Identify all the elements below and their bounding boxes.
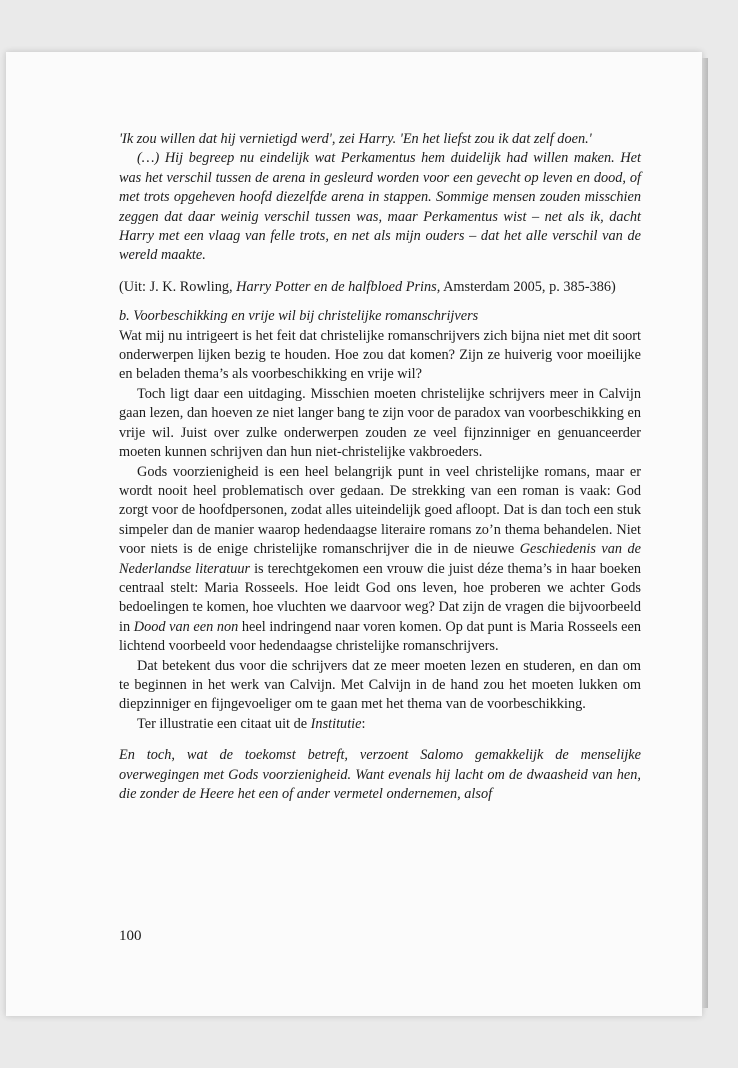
p5-institutie-title: Institutie [310, 715, 362, 732]
paragraph-1: Wat mij nu intrigeert is het feit dat christelijke romanschrijvers zich bijna niet met dit soort onderwerpen lijken bezig te houden. Hoe zou dat komen? Zijn ze huiverig voor moeilijke en beladen thema’s als voorbeschikking en vrije wil? [119, 327, 641, 383]
paragraph-5 [119, 715, 641, 734]
p3-text-a: Gods voorzienigheid is een heel belangrijk punt in veel christelijke romans, maar er wordt nooit heel problematisch over gedaan. De strekking van een roman is vaak: God zorgt voor de hoofdpersonen, zodat alles uiteindelijk goed afloopt. Dat is dan toch een stuk simpeler dan de manier waarop hedendaagse literaire romans zo’n thema behandelen. Niet voor niets is de enige christelijke romanschrijver die in de nieuwe [119, 463, 641, 558]
citation-prefix: (Uit: J. K. Rowling, [119, 278, 237, 295]
p5-text-c: : [361, 715, 366, 732]
quote-line-1: 'Ik zou willen dat hij vernietigd werd', zei Harry. 'En het liefst zou ik dat zelf doen.' [119, 131, 592, 147]
paragraph-3 [119, 463, 641, 657]
page-edge [702, 58, 708, 1008]
quote-paragraph-2: (…) Hij begreep nu eindelijk wat Perkamentus hem duidelijk had willen maken. Het was het verschil tussen de arena in gesleurd worden voor een gevecht op leven en dood, of met trots opgeheven hoofd diezelfde arena in stappen. Sommige mensen zouden misschien zeggen dat daar weinig verschil tussen was, maar Perkamentus wist – net als ik, dacht Harry met een vlaag van felle trots, en net als mijn ouders – dat het alle verschil van de wereld maakte. [119, 150, 641, 264]
citation-suffix: Amsterdam 2005, p. 385-386) [440, 278, 616, 295]
institutie-quote-text: En toch, wat de toekomst betreft, verzoent Salomo gemakkelijk de menselijke overwegingen met Gods voorzienigheid. Want evenals hij lacht om de dwaasheid van hen, die zonder de Heere het een of ander vermetel ondernemen, alsof [119, 747, 641, 802]
rowling-quote [119, 130, 641, 266]
p3-novel-title: Dood van een non [133, 618, 239, 635]
paragraph-2: Toch ligt daar een uitdaging. Misschien moeten christelijke schrijvers meer in Calvijn gaan lezen, dan hoeven ze niet langer bang te zijn voor de paradox van voorbeschikking en vrije wil. Juist over zulke onderwerpen zouden ze veel fijnzinniger en genuanceerder moeten kunnen schrijven dan hun niet-christelijke vakbroeders. [119, 385, 641, 461]
institutie-quote [119, 746, 641, 804]
section-heading: b. Voorbeschikking en vrije wil bij christelijke romanschrijvers [119, 308, 479, 325]
page-content [119, 130, 641, 804]
citation [119, 278, 641, 297]
p3-text-e: heel indringend naar voren komen. Op dat punt is Maria Rosseels een lichtend voorbeeld voor hedendaagse christelijke romanschrijvers. [119, 618, 641, 655]
p5-text-a: Ter illustratie een citaat uit de [137, 715, 311, 732]
paragraph-4: Dat betekent dus voor die schrijvers dat ze meer moeten lezen en studeren, en dan om te beginnen in het werk van Calvijn. Met Calvijn in de hand zou het moeten lukken om diepzinniger en fijngevoeliger om te gaan met het thema van de voorbeschikking. [119, 657, 641, 713]
p3-text-c: is terechtgekomen een vrouw die juist déze thema’s in haar boeken centraal stelt: Maria Rosseels. Hoe leidt God ons leven, hoe proberen we achter Gods bedoelingen te komen, hoe vluchten we daarvoor weg? Dat zijn de vragen die bijvoorbeeld in [119, 560, 641, 635]
citation-title: Harry Potter en de halfbloed Prins, [236, 278, 441, 295]
page-number: 100 [119, 928, 142, 944]
p3-book-title: Geschiedenis van de Nederlandse literatuur [119, 541, 641, 577]
